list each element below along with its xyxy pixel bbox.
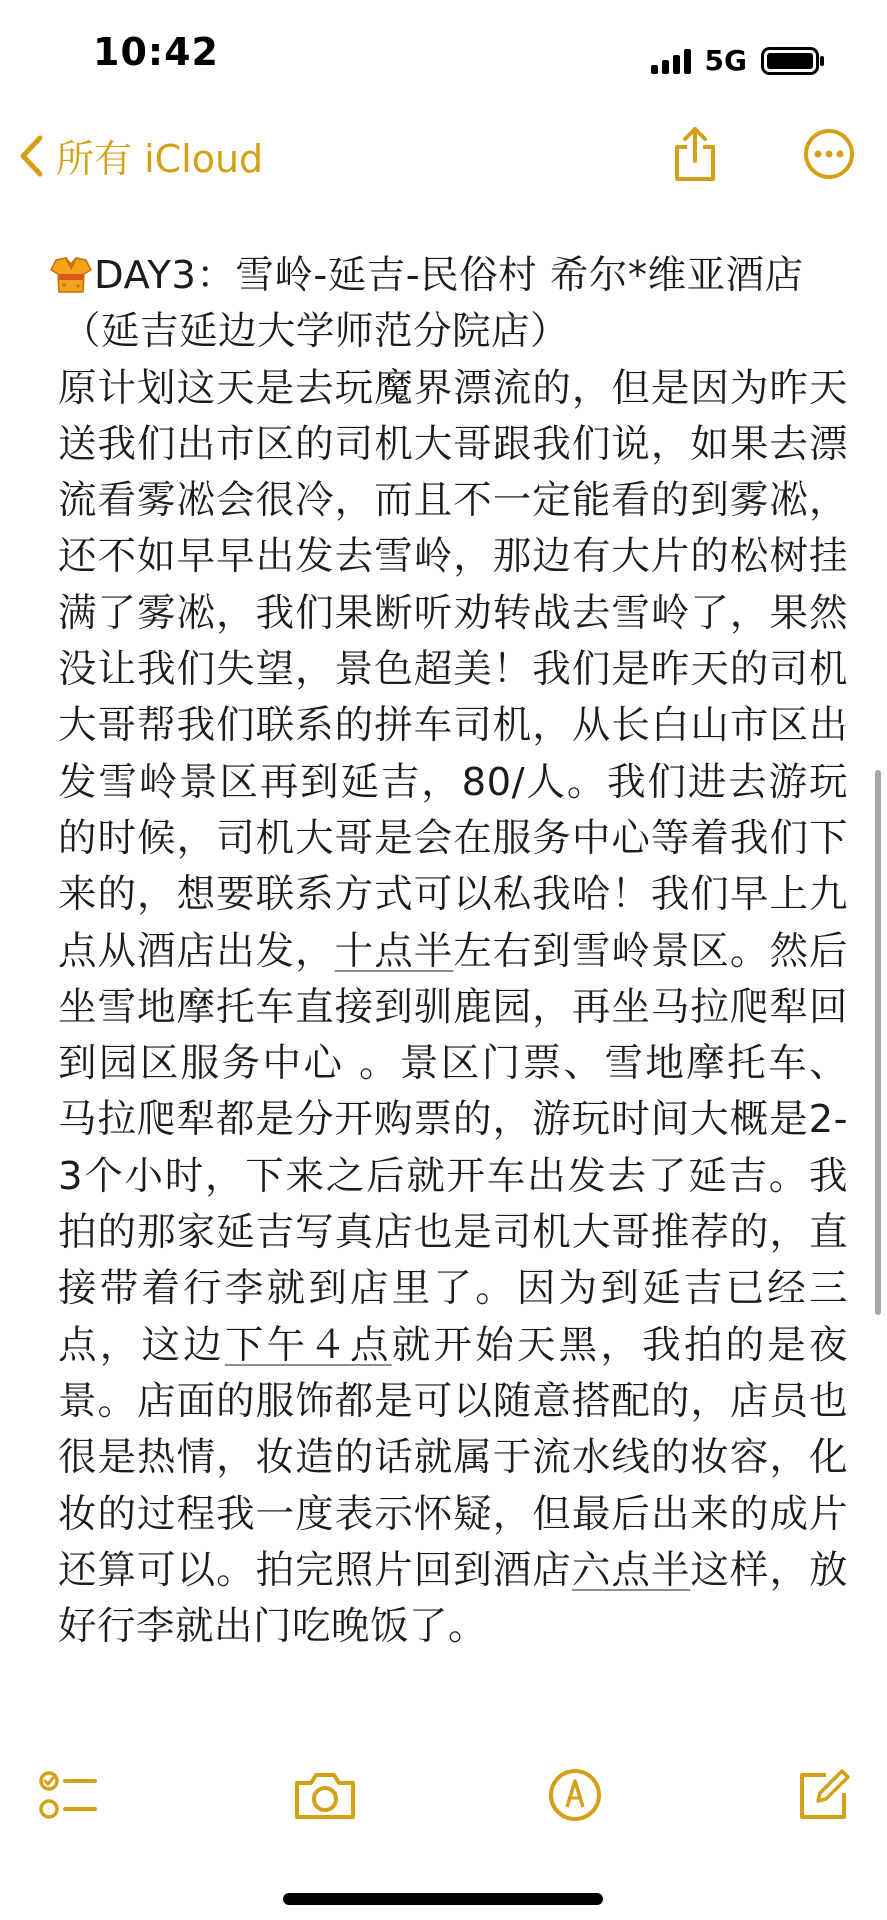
note-text: 就开始天黑，我拍的是夜景。店面的服饰都是可以随意搭配的，店员也很是热情，妆造的话就属于流水线的妆容，化妆的过程我一度表示怀疑，但最后出来的成片还算可以。拍完照片回到酒店 [58, 1322, 848, 1593]
checklist-icon [39, 1767, 99, 1823]
navigation-bar [0, 118, 887, 198]
markup-button[interactable] [540, 1760, 610, 1830]
note-text: 左右到雪岭景区。然后坐雪地摩托车直接到驯鹿园，再坐马拉爬犁回到园区服务中心 。景区门票、雪地摩托车、马拉爬犁都是分开购票的，游玩时间大概是2-3个小时，下来之后就开车出发去了延吉。我拍的那家延吉写真店也是司机大哥推荐的，直接带着行李就到店里了。因为到延吉已经三点，这边 [58, 928, 848, 1368]
underlined-time: 六点半 [571, 1547, 691, 1593]
status-indicators [651, 44, 825, 77]
note-title: DAY3：雪岭-延吉-民俗村 希尔*维亚酒店 [94, 253, 804, 298]
network-type-label: 5G [704, 44, 747, 77]
back-button[interactable] [18, 128, 263, 183]
nav-actions [667, 122, 857, 186]
note-body[interactable] [58, 248, 848, 1655]
status-bar [0, 0, 887, 110]
cellular-signal-icon [651, 48, 691, 74]
chevron-left-icon [18, 134, 44, 178]
home-indicator[interactable] [283, 1893, 603, 1905]
camera-button[interactable] [290, 1760, 360, 1830]
more-button[interactable] [801, 122, 857, 186]
bottom-toolbar [0, 1760, 887, 1850]
battery-icon [761, 47, 825, 75]
camera-icon [293, 1769, 357, 1821]
note-subtitle: （延吉延边大学师范分院店） [62, 309, 570, 355]
share-button[interactable] [667, 122, 723, 186]
note-paragraph [58, 361, 848, 1656]
status-time: 10:42 [93, 30, 219, 74]
checklist-button[interactable] [34, 1760, 104, 1830]
kimono-emoji-icon [50, 254, 92, 294]
back-button-label: 所有 iCloud [56, 137, 264, 181]
ellipsis-circle-icon [803, 128, 855, 180]
share-icon [671, 125, 719, 183]
compose-icon [796, 1767, 854, 1823]
markup-pen-icon [547, 1767, 603, 1823]
compose-button[interactable] [790, 1760, 860, 1830]
underlined-time: 下午４点 [224, 1322, 392, 1368]
note-text: 原计划这天是去玩魔界漂流的，但是因为昨天送我们出市区的司机大哥跟我们说，如果去漂流看雾凇会很冷，而且不一定能看的到雾凇，还不如早早出发去雪岭，那边有大片的松树挂满了雾凇，我们果断听劝转战去雪岭了，果然没让我们失望，景色超美！我们是昨天的司机大哥帮我们联系的拼车司机，从长白山市区出发雪岭景区再到延吉，80/人。我们进去游玩的时候，司机大哥是会在服务中心等着我们下来的，想要联系方式可以私我哈！我们早上九点从酒店出发， [58, 365, 848, 974]
scroll-indicator[interactable] [875, 770, 881, 1315]
underlined-time: 十点半 [334, 928, 454, 974]
note-text: 这样，放好行李就出门吃晚饭了。 [58, 1547, 848, 1650]
note-title-line [58, 248, 848, 304]
